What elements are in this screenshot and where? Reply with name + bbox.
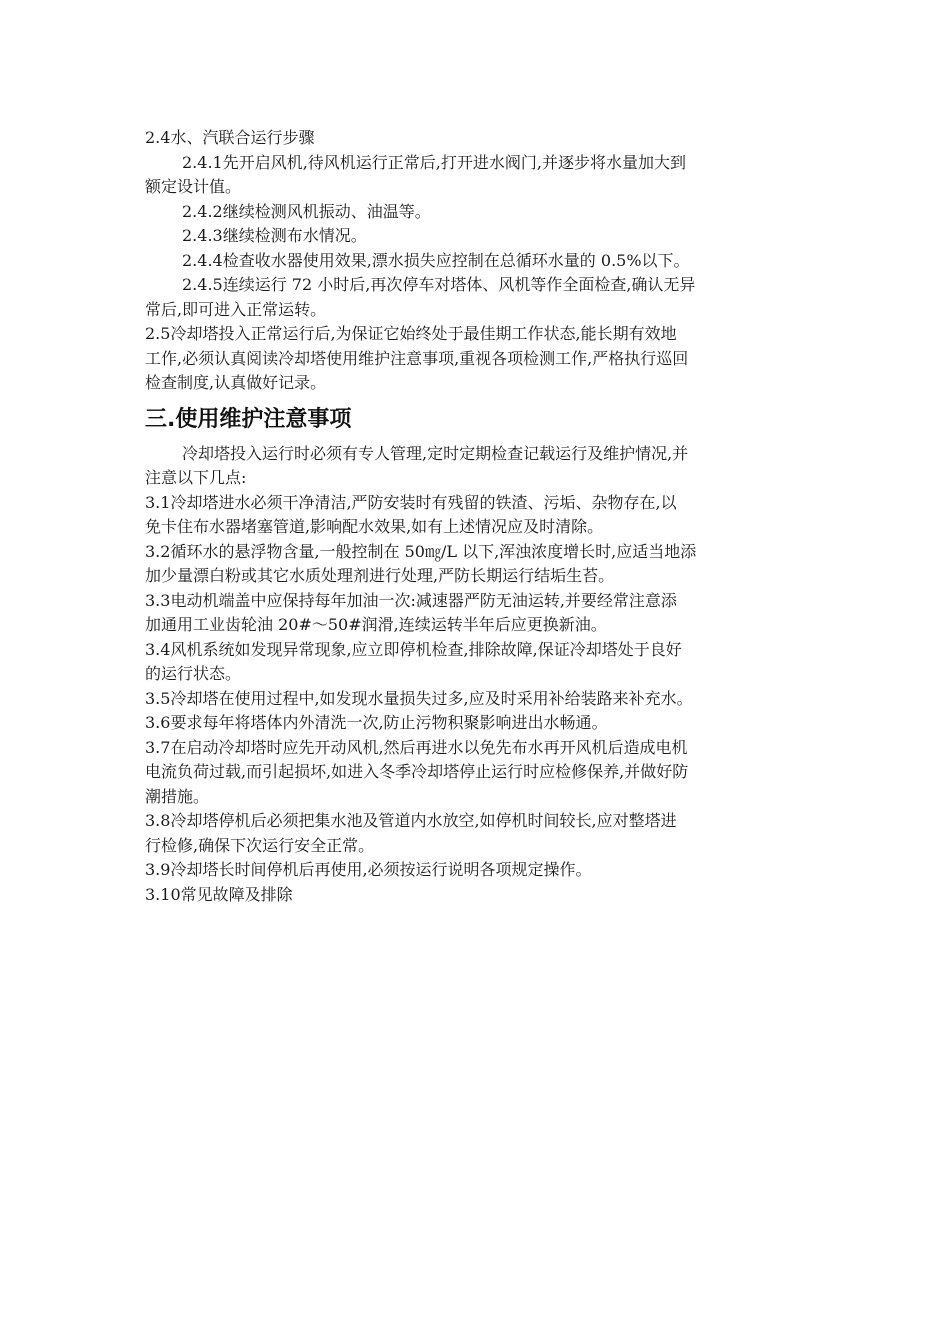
section-3-intro-line-2: 注意以下几点: — [145, 468, 247, 487]
item-3-2-line-2: 加少量漂白粉或其它水质处理剂进行处理,严防长期运行结垢生苔。 — [145, 566, 615, 585]
item-3-3-line-2: 加通用工业齿轮油 20#～50#润滑,连续运转半年后应更换新油。 — [145, 615, 607, 634]
item-2-4-3: 2.4.3继续检测布水情况。 — [182, 226, 367, 245]
item-3-1-line-2: 免卡住布水器堵塞管道,影响配水效果,如有上述情况应及时清除。 — [145, 517, 604, 536]
item-3-8-line-2: 行检修,确保下次运行安全正常。 — [145, 835, 375, 855]
section-2-5-line-3: 检查制度,认真做好记录。 — [145, 373, 327, 392]
item-3-8-line-1: 3.8冷却塔停机后必须把集水池及管道内水放空,如停机时间较长,应对整塔进 — [145, 811, 677, 830]
item-3-4-line-1: 3.4风机系统如发现异常现象,应立即停机检查,排除故障,保证冷却塔处于良好 — [145, 639, 682, 659]
section-2-4-title: 2.4水、汽联合运行步骤 — [145, 128, 315, 147]
item-3-1-line-1: 3.1冷却塔进水必须干净清洁,严防安装时有残留的铁渣、污垢、杂物存在,以 — [145, 492, 677, 512]
item-3-7-line-2: 电流负荷过载,而引起损坏,如进入冬季冷却塔停止运行时应检修保养,并做好防 — [145, 762, 689, 781]
section-3-intro-line-1: 冷却塔投入运行时必须有专人管理,定时定期检查记载运行及维护情况,并 — [182, 443, 689, 463]
item-3-10: 3.10常见故障及排除 — [145, 884, 293, 904]
item-3-2-line-1: 3.2循环水的悬浮物含量,一般控制在 50㎎/L 以下,浑浊浓度增长时,应适当地添 — [145, 541, 697, 561]
item-2-4-5-line-1: 2.4.5连续运行 72 小时后,再次停车对塔体、风机等作全面检查,确认无异 — [182, 275, 696, 294]
item-2-4-5-line-2: 常后,即可进入正常运转。 — [145, 299, 327, 319]
item-2-4-2: 2.4.2继续检测风机振动、油温等。 — [182, 201, 431, 221]
item-3-6: 3.6要求每年将塔体内外清洗一次,防止污物积聚影响进出水畅通。 — [145, 713, 608, 732]
section-2-5-line-1: 2.5冷却塔投入正常运行后,为保证它始终处于最佳期工作状态,能长期有效地 — [145, 324, 677, 343]
item-3-3-line-1: 3.3电动机端盖中应保持每年加油一次:减速器严防无油运转,并要经常注意添 — [145, 590, 677, 610]
item-2-4-1-line-2: 额定设计值。 — [145, 177, 242, 196]
section-3-heading: 三.使用维护注意事项 — [145, 406, 352, 432]
item-2-4-4: 2.4.4检查收水器使用效果,漂水损失应控制在总循环水量的 0.5%以下。 — [182, 250, 690, 270]
document-body — [145, 126, 810, 907]
item-2-4-1-line-1: 2.4.1先开启风机,待风机运行正常后,打开进水阀门,并逐步将水量加大到 — [182, 152, 686, 172]
item-3-7-line-3: 潮措施。 — [145, 786, 210, 806]
item-3-7-line-1: 3.7在启动冷却塔时应先开动风机,然后再进水以免先布水再开风机后造成电机 — [145, 737, 688, 757]
item-3-9: 3.9冷却塔长时间停机后再使用,必须按运行说明各项规定操作。 — [145, 860, 592, 879]
section-2-5-line-2: 工作,必须认真阅读冷却塔使用维护注意事项,重视各项检测工作,严格执行巡回 — [145, 348, 689, 368]
item-3-5: 3.5冷却塔在使用过程中,如发现水量损失过多,应及时采用补给装路来补充水。 — [145, 688, 693, 708]
item-3-4-line-2: 的运行状态。 — [145, 664, 242, 683]
